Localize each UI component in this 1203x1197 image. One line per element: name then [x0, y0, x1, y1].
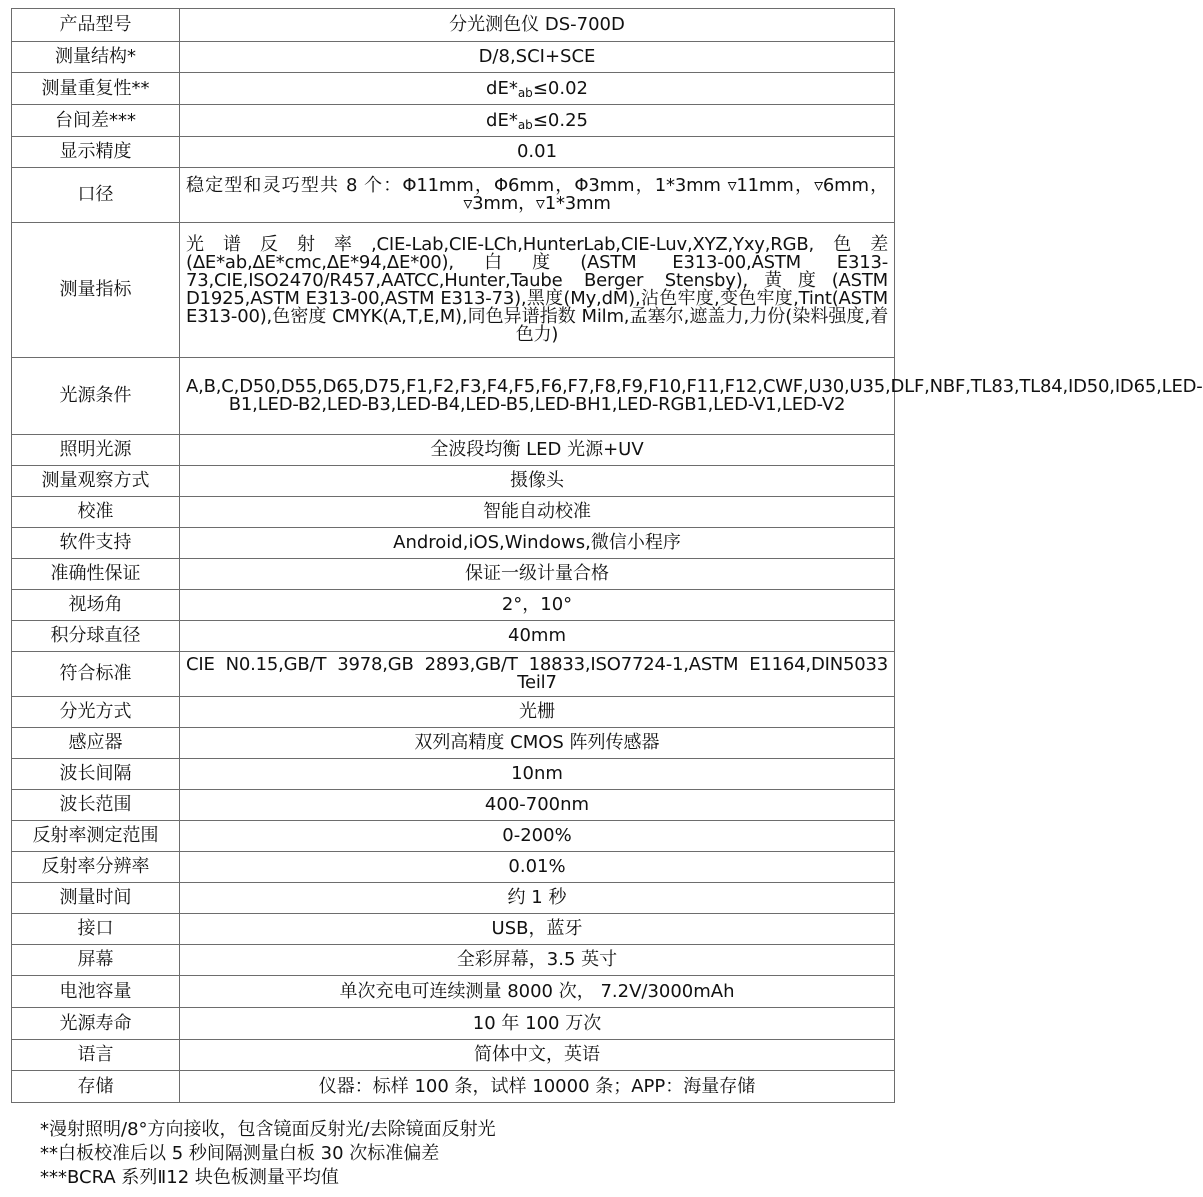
table-row [12, 852, 895, 883]
row-value: 0-200% [180, 821, 895, 852]
row-label: 光源条件 [12, 358, 180, 435]
row-label: 台间差*** [12, 105, 180, 137]
row-value: 摄像头 [180, 466, 895, 497]
spec-table [11, 8, 1203, 1103]
table-row [12, 590, 895, 621]
row-value: Android,iOS,Windows,微信小程序 [180, 528, 895, 559]
value-subscript: ab [517, 85, 533, 100]
row-label: 反射率测定范围 [12, 821, 180, 852]
row-value: 10 年 100 万次 [180, 1008, 895, 1040]
value-subscript: ab [517, 117, 533, 132]
row-value: 稳定型和灵巧型共 8 个：Φ11mm，Φ6mm，Φ3mm，1*3mm ▿11mm，▿6mm，▿3mm，▿1*3mm [180, 168, 895, 223]
row-label: 符合标准 [12, 652, 180, 697]
row-value: 智能自动校准 [180, 497, 895, 528]
row-value: 光栅 [180, 697, 895, 728]
row-value: 光谱反射率,CIE-Lab,CIE-LCh,HunterLab,CIE-Luv,XYZ,Yxy,RGB,色差(ΔE*ab,ΔE*cmc,ΔE*94,ΔE*00),白度(ASTM E313-00,ASTM E313-73,CIE,ISO2470/R457,AATCC,Hunter,Taube Berger Stensby),黄度(ASTM D1925,ASTM E313-00,ASTM E313-73),黑度(My,dM),沾色牢度,变色牢度,Tint(ASTM E313-00),色密度 CMYK(A,T,E,M),同色异谱指数 Milm,孟塞尔,遮盖力,力份(染料强度,着色力) [180, 223, 895, 358]
row-value: 简体中文，英语 [180, 1040, 895, 1071]
table-row [12, 497, 895, 528]
row-value: 分光测色仪 DS-700D [180, 9, 895, 42]
table-row [12, 105, 895, 137]
table-row [12, 652, 895, 697]
footnote-inter-instrument: ***BCRA 系列Ⅱ12 块色板测量平均值 [40, 1167, 339, 1188]
row-value [180, 73, 895, 105]
row-label: 测量重复性** [12, 73, 180, 105]
row-value: 0.01% [180, 852, 895, 883]
row-value: 全彩屏幕，3.5 英寸 [180, 945, 895, 976]
row-label: 光源寿命 [12, 1008, 180, 1040]
row-label: 分光方式 [12, 697, 180, 728]
footnote-repeatability: **白板校准后以 5 秒间隔测量白板 30 次标准偏差 [40, 1143, 440, 1164]
row-label: 测量结构* [12, 42, 180, 73]
table-row [12, 621, 895, 652]
row-label: 电池容量 [12, 976, 180, 1008]
row-value: 单次充电可连续测量 8000 次， 7.2V/3000mAh [180, 976, 895, 1008]
table-row [12, 1008, 895, 1040]
row-label: 准确性保证 [12, 559, 180, 590]
table-row [12, 883, 895, 914]
table-row [12, 559, 895, 590]
row-value: D/8,SCI+SCE [180, 42, 895, 73]
row-label: 产品型号 [12, 9, 180, 42]
table-row [12, 223, 895, 358]
value-suffix: ≤0.02 [532, 77, 588, 99]
row-value: A,B,C,D50,D55,D65,D75,F1,F2,F3,F4,F5,F6,F7,F8,F9,F10,F11,F12,CWF,U30,U35,DLF,NBF,TL83,TL84,ID50,ID65,LED-B1,LED-B2,LED-B3,LED-B4,LED-B5,LED-BH1,LED-RGB1,LED-V1,LED-V2 [180, 358, 895, 435]
table-row [12, 697, 895, 728]
row-label: 存储 [12, 1071, 180, 1103]
row-label: 接口 [12, 914, 180, 945]
row-label: 波长范围 [12, 790, 180, 821]
row-label: 测量时间 [12, 883, 180, 914]
table-row [12, 728, 895, 759]
table-row [12, 466, 895, 497]
row-value: CIE N0.15,GB/T 3978,GB 2893,GB/T 18833,ISO7724-1,ASTM E1164,DIN5033 Teil7 [180, 652, 895, 697]
row-value: 400-700nm [180, 790, 895, 821]
row-label: 软件支持 [12, 528, 180, 559]
row-value: 2°，10° [180, 590, 895, 621]
row-value: 双列高精度 CMOS 阵列传感器 [180, 728, 895, 759]
row-value [180, 105, 895, 137]
table-row [12, 168, 895, 223]
table-row [12, 976, 895, 1008]
footnote-measurement-geometry: *漫射照明/8°方向接收，包含镜面反射光/去除镜面反射光 [40, 1119, 496, 1140]
row-label: 校准 [12, 497, 180, 528]
table-row [12, 9, 895, 42]
footnotes [40, 1118, 890, 1190]
table-row [12, 821, 895, 852]
row-value: 0.01 [180, 137, 895, 168]
table-row [12, 945, 895, 976]
table-row [12, 914, 895, 945]
table-row [12, 528, 895, 559]
table-row [12, 790, 895, 821]
row-value: 10nm [180, 759, 895, 790]
value-suffix: ≤0.25 [532, 109, 588, 131]
table-row [12, 1071, 895, 1103]
row-value: 40mm [180, 621, 895, 652]
table-row [12, 1040, 895, 1071]
row-label: 屏幕 [12, 945, 180, 976]
row-value: USB，蓝牙 [180, 914, 895, 945]
row-label: 积分球直径 [12, 621, 180, 652]
row-label: 口径 [12, 168, 180, 223]
value-prefix: dE* [486, 109, 518, 131]
row-label: 显示精度 [12, 137, 180, 168]
row-label: 视场角 [12, 590, 180, 621]
row-value: 仪器：标样 100 条，试样 10000 条；APP：海量存储 [180, 1071, 895, 1103]
table-row [12, 435, 895, 466]
row-label: 反射率分辨率 [12, 852, 180, 883]
table-row [12, 759, 895, 790]
row-label: 波长间隔 [12, 759, 180, 790]
row-label: 测量指标 [12, 223, 180, 358]
row-value: 全波段均衡 LED 光源+UV [180, 435, 895, 466]
row-label: 感应器 [12, 728, 180, 759]
table-row [12, 358, 895, 435]
row-label: 照明光源 [12, 435, 180, 466]
row-value: 保证一级计量合格 [180, 559, 895, 590]
row-label: 测量观察方式 [12, 466, 180, 497]
row-value: 约 1 秒 [180, 883, 895, 914]
table-row [12, 137, 895, 168]
row-label: 语言 [12, 1040, 180, 1071]
table-row [12, 42, 895, 73]
table-row [12, 73, 895, 105]
value-prefix: dE* [486, 77, 518, 99]
